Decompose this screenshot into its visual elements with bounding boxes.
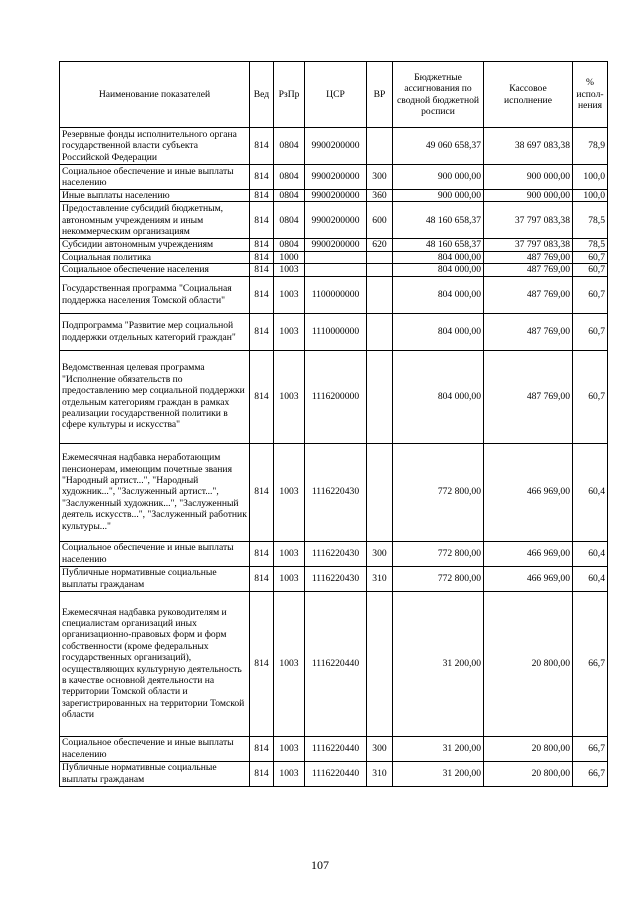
row-rzpr: 1003 (274, 761, 305, 786)
row-csr: 1116220440 (305, 736, 367, 761)
row-assignments: 49 060 658,37 (393, 128, 484, 165)
row-cash-execution: 487 769,00 (484, 276, 573, 313)
row-name: Предоставление субсидий бюджетным, автономным учреждениям и иным некоммерческим организациям (60, 202, 250, 239)
header-vr: ВР (367, 62, 393, 128)
row-assignments: 48 160 658,37 (393, 202, 484, 239)
row-rzpr: 1003 (274, 736, 305, 761)
row-assignments: 48 160 658,37 (393, 239, 484, 251)
row-rzpr: 1003 (274, 350, 305, 443)
row-name: Социальное обеспечение и иные выплаты населению (60, 541, 250, 566)
row-csr (305, 264, 367, 276)
row-name: Ведомственная целевая программа "Исполнение обязательств по предоставлению мер социальной поддержки отдельным категориям граждан в рамках реализации государственной политики в сфере культуры и искусства" (60, 350, 250, 443)
row-cash-execution: 20 800,00 (484, 736, 573, 761)
row-assignments: 31 200,00 (393, 591, 484, 736)
row-csr: 9900200000 (305, 239, 367, 251)
row-name: Резервные фонды исполнительного органа государственной власти субъекта Российской Федерации (60, 128, 250, 165)
row-vr (367, 264, 393, 276)
row-cash-execution: 466 969,00 (484, 443, 573, 541)
row-csr: 1116220430 (305, 566, 367, 591)
row-execution-percent: 66,7 (573, 761, 608, 786)
table-row (60, 350, 608, 443)
row-ved: 814 (250, 591, 274, 736)
table-row (60, 541, 608, 566)
row-assignments: 31 200,00 (393, 761, 484, 786)
row-assignments: 900 000,00 (393, 190, 484, 202)
row-cash-execution: 37 797 083,38 (484, 202, 573, 239)
row-execution-percent: 60,7 (573, 251, 608, 263)
row-cash-execution: 20 800,00 (484, 591, 573, 736)
row-assignments: 772 800,00 (393, 566, 484, 591)
budget-execution-table (59, 61, 608, 787)
row-ved: 814 (250, 541, 274, 566)
page-number: 107 (311, 858, 329, 872)
row-execution-percent: 60,4 (573, 541, 608, 566)
table-row (60, 591, 608, 736)
row-execution-percent: 66,7 (573, 591, 608, 736)
row-vr: 310 (367, 761, 393, 786)
row-cash-execution: 20 800,00 (484, 761, 573, 786)
row-execution-percent: 60,7 (573, 264, 608, 276)
row-name: Ежемесячная надбавка неработающим пенсионерам, имеющим почетные звания "Народный артист...", "Народный художник...", "Заслуженный артист...", "Заслуженный художник...", "Заслуженный деятель искусств...", "Заслуженный работник культуры..." (60, 443, 250, 541)
row-name: Ежемесячная надбавка руководителям и специалистам организаций иных организационно-правовых форм и форм собственности (кроме федеральных государственных организаций), осуществляющих культурную деятельность в качестве основной деятельности на территории Томской области и зарегистрированных на территории Томской области (60, 591, 250, 736)
row-vr: 620 (367, 239, 393, 251)
row-execution-percent: 60,7 (573, 276, 608, 313)
row-ved: 814 (250, 202, 274, 239)
row-execution-percent: 60,7 (573, 313, 608, 350)
row-ved: 814 (250, 264, 274, 276)
row-vr: 300 (367, 736, 393, 761)
row-assignments: 804 000,00 (393, 264, 484, 276)
row-ved: 814 (250, 276, 274, 313)
row-assignments: 900 000,00 (393, 165, 484, 190)
row-name: Подпрограмма "Развитие мер социальной поддержки отдельных категорий граждан" (60, 313, 250, 350)
row-ved: 814 (250, 128, 274, 165)
header-ved: Вед (250, 62, 274, 128)
row-cash-execution: 487 769,00 (484, 251, 573, 263)
row-execution-percent: 100,0 (573, 165, 608, 190)
table-row (60, 128, 608, 165)
row-ved: 814 (250, 736, 274, 761)
header-assignments: Бюджетные ассигнования по сводной бюджетной росписи (393, 62, 484, 128)
row-rzpr: 0804 (274, 239, 305, 251)
row-ved: 814 (250, 313, 274, 350)
row-assignments: 772 800,00 (393, 541, 484, 566)
row-assignments: 31 200,00 (393, 736, 484, 761)
row-vr (367, 350, 393, 443)
row-name: Государственная программа "Социальная поддержка населения Томской области" (60, 276, 250, 313)
row-csr: 1116200000 (305, 350, 367, 443)
table-row (60, 251, 608, 263)
row-rzpr: 1003 (274, 264, 305, 276)
row-cash-execution: 900 000,00 (484, 165, 573, 190)
header-rzpr: РзПр (274, 62, 305, 128)
row-assignments: 804 000,00 (393, 251, 484, 263)
row-rzpr: 0804 (274, 128, 305, 165)
row-name: Субсидии автономным учреждениям (60, 239, 250, 251)
table-row (60, 761, 608, 786)
row-csr: 9900200000 (305, 128, 367, 165)
row-assignments: 804 000,00 (393, 276, 484, 313)
row-csr: 9900200000 (305, 190, 367, 202)
row-vr: 300 (367, 165, 393, 190)
row-rzpr: 1000 (274, 251, 305, 263)
table-row (60, 239, 608, 251)
row-name: Социальное обеспечение и иные выплаты населению (60, 736, 250, 761)
row-ved: 814 (250, 251, 274, 263)
row-ved: 814 (250, 761, 274, 786)
row-ved: 814 (250, 190, 274, 202)
row-vr: 600 (367, 202, 393, 239)
row-rzpr: 0804 (274, 190, 305, 202)
row-rzpr: 1003 (274, 443, 305, 541)
row-vr: 360 (367, 190, 393, 202)
row-csr: 1116220440 (305, 591, 367, 736)
row-cash-execution: 38 697 083,38 (484, 128, 573, 165)
row-execution-percent: 78,5 (573, 239, 608, 251)
row-name: Публичные нормативные социальные выплаты гражданам (60, 566, 250, 591)
header-execution-percent: % испол-нения (573, 62, 608, 128)
row-name: Социальное обеспечение населения (60, 264, 250, 276)
row-assignments: 804 000,00 (393, 350, 484, 443)
row-cash-execution: 466 969,00 (484, 566, 573, 591)
row-ved: 814 (250, 239, 274, 251)
row-name: Социальная политика (60, 251, 250, 263)
header-name: Наименование показателей (60, 62, 250, 128)
row-csr (305, 251, 367, 263)
row-cash-execution: 37 797 083,38 (484, 239, 573, 251)
row-ved: 814 (250, 165, 274, 190)
table-row (60, 276, 608, 313)
row-vr: 300 (367, 541, 393, 566)
row-vr (367, 591, 393, 736)
row-csr: 9900200000 (305, 202, 367, 239)
row-cash-execution: 487 769,00 (484, 313, 573, 350)
row-vr (367, 251, 393, 263)
row-execution-percent: 78,9 (573, 128, 608, 165)
row-execution-percent: 60,4 (573, 443, 608, 541)
row-execution-percent: 60,7 (573, 350, 608, 443)
table-row (60, 165, 608, 190)
row-vr (367, 276, 393, 313)
row-csr: 1116220430 (305, 443, 367, 541)
row-cash-execution: 900 000,00 (484, 190, 573, 202)
table-header-row (60, 62, 608, 128)
table-row (60, 566, 608, 591)
row-rzpr: 1003 (274, 313, 305, 350)
row-ved: 814 (250, 566, 274, 591)
table-row (60, 443, 608, 541)
table-row (60, 264, 608, 276)
table-row (60, 190, 608, 202)
row-csr: 1100000000 (305, 276, 367, 313)
row-execution-percent: 66,7 (573, 736, 608, 761)
table-row (60, 736, 608, 761)
row-cash-execution: 466 969,00 (484, 541, 573, 566)
row-rzpr: 1003 (274, 541, 305, 566)
row-ved: 814 (250, 443, 274, 541)
row-name: Публичные нормативные социальные выплаты гражданам (60, 761, 250, 786)
row-assignments: 772 800,00 (393, 443, 484, 541)
table-row (60, 313, 608, 350)
row-rzpr: 0804 (274, 202, 305, 239)
row-csr: 1116220430 (305, 541, 367, 566)
row-cash-execution: 487 769,00 (484, 264, 573, 276)
row-vr (367, 443, 393, 541)
row-name: Иные выплаты населению (60, 190, 250, 202)
row-execution-percent: 100,0 (573, 190, 608, 202)
row-vr: 310 (367, 566, 393, 591)
row-ved: 814 (250, 350, 274, 443)
row-csr: 9900200000 (305, 165, 367, 190)
row-vr (367, 313, 393, 350)
row-rzpr: 1003 (274, 591, 305, 736)
row-csr: 1110000000 (305, 313, 367, 350)
row-rzpr: 1003 (274, 276, 305, 313)
table-row (60, 202, 608, 239)
row-csr: 1116220440 (305, 761, 367, 786)
row-execution-percent: 78,5 (573, 202, 608, 239)
row-rzpr: 1003 (274, 566, 305, 591)
row-execution-percent: 60,4 (573, 566, 608, 591)
header-csr: ЦСР (305, 62, 367, 128)
row-name: Социальное обеспечение и иные выплаты населению (60, 165, 250, 190)
row-assignments: 804 000,00 (393, 313, 484, 350)
header-cash-execution: Кассовое исполнение (484, 62, 573, 128)
row-cash-execution: 487 769,00 (484, 350, 573, 443)
row-rzpr: 0804 (274, 165, 305, 190)
row-vr (367, 128, 393, 165)
